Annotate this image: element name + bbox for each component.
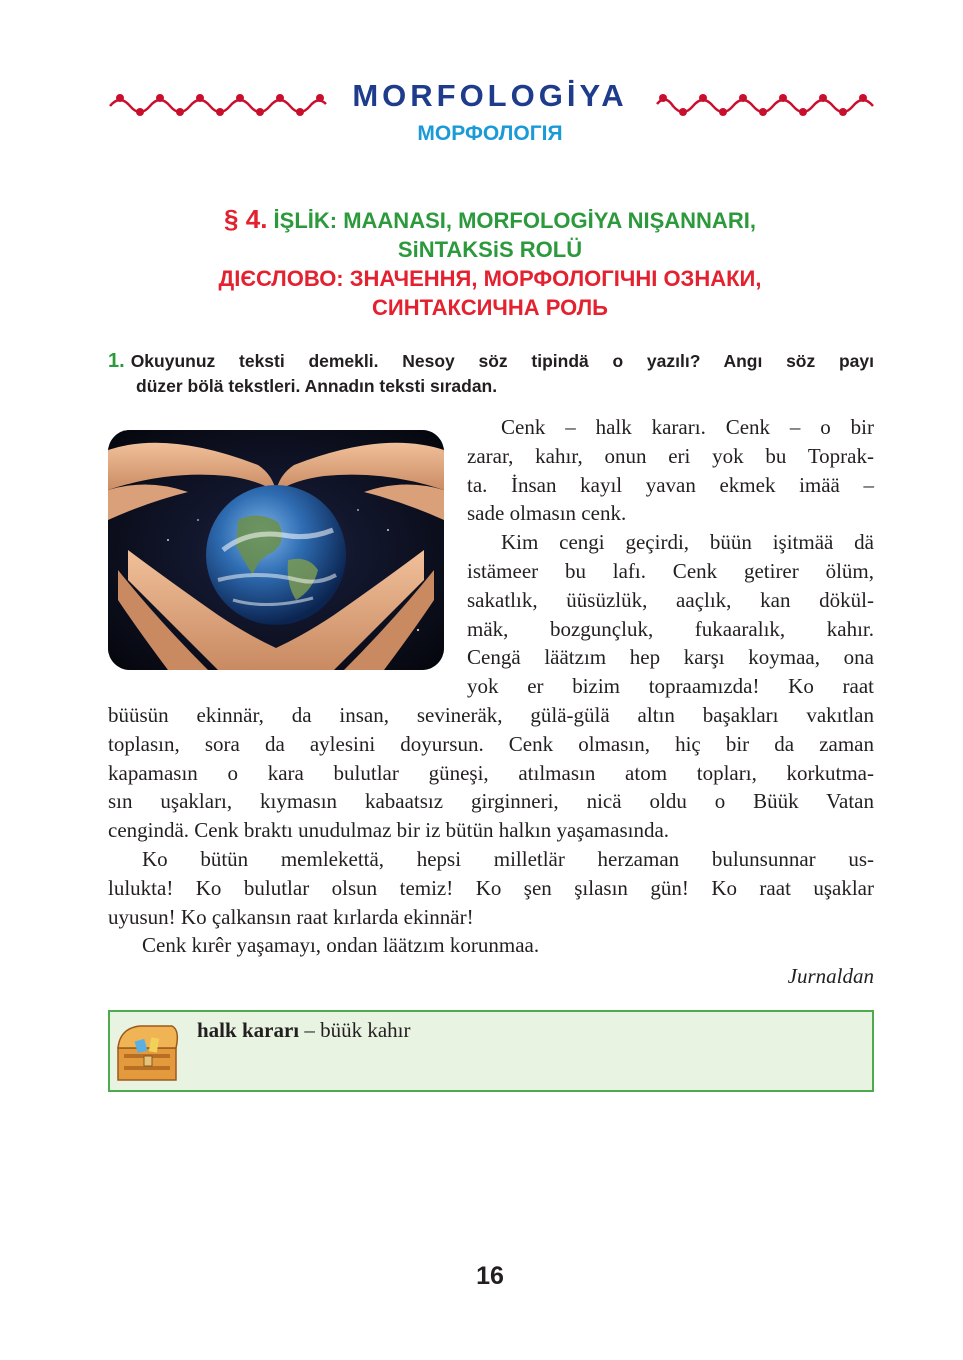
- text-line: sın uşakları, kıymasın kabaatsız girginneri, nicä oldu o Büük Vatan: [108, 789, 874, 814]
- section-title: MORFOLOGİYA: [352, 78, 628, 113]
- section-subtitle: МОРФОЛОГІЯ: [417, 122, 563, 145]
- text-line: Cenk kırêr yaşamayı, ondan läätzım korunmaa.: [142, 933, 540, 958]
- lesson-number: § 4.: [224, 204, 268, 234]
- lesson-title-ua-line1: ДІЄСЛОВО: ЗНАЧЕННЯ, МОРФОЛОГІЧНІ ОЗНАКИ,: [218, 266, 762, 291]
- vocabulary-term: halk kararı: [197, 1018, 300, 1042]
- earth-in-hands-image: [108, 430, 444, 670]
- lesson-heading: [100, 205, 880, 322]
- vocabulary-box: [108, 1010, 874, 1092]
- text-line: Kim cengi geçirdi, büün işitmää dä: [501, 530, 874, 555]
- text-line: uyusun! Ko çalkansın raat kırlarda ekinnär!: [108, 904, 474, 929]
- task-line-1: Okuyunuz teksti demekli. Nesoy söz tipindä o yazılı? Angı söz payı: [130, 351, 874, 371]
- reading-text-full: [108, 701, 874, 960]
- task-number: 1.: [108, 350, 125, 372]
- text-line: büüsün ekinnär, da insan, sevineräk, gülä-gülä altın başakları vakıtlan: [108, 703, 874, 727]
- lesson-title-line2: SiNTAKSiS ROLÜ: [397, 237, 583, 262]
- text-line: sakatlık, üüsüzlük, aaçlık, kan dökül-: [467, 587, 874, 612]
- ornament-right: [655, 88, 875, 118]
- text-line: sade olmasın cenk.: [467, 501, 627, 526]
- text-line: Cengä läätzım hep karşı koymaa, ona: [467, 645, 874, 670]
- page-number: 16: [476, 1262, 504, 1290]
- task-line-2: düzer bölä tekstleri. Annadın teksti sıradan.: [136, 376, 498, 396]
- text-line: Ko bütün memlekettä, hepsi milletlär herzaman bulunsunnar us-: [142, 846, 874, 871]
- text-source: Jurnaldan: [787, 964, 874, 988]
- text-line: toplasın, sora da aylesini doyursun. Cenk olmasın, hiç bir da zaman: [108, 731, 874, 756]
- text-line: lulukta! Ko bulutlar olsun temiz! Ko şen şılasın gün! Ko raat uşaklar: [108, 875, 874, 900]
- text-line: ta. İnsan kayıl yavan ekmek imää –: [467, 472, 874, 497]
- text-line: zarar, kahır, onun eri yok bu Toprak-: [467, 443, 874, 468]
- text-line: mäk, bozgunçluk, fukaaralık, kahır.: [467, 616, 874, 641]
- task-instruction: [108, 349, 874, 399]
- text-line: cengindä. Cenk braktı unudulmaz bir iz bütün halkın yaşamasında.: [108, 818, 670, 843]
- lesson-title-line1: İŞLİK: MAANASI, MORFOLOGİYA NIŞANNARI,: [273, 208, 756, 233]
- reading-text-right: [467, 413, 874, 701]
- lesson-title-ua-line2: СИНТАКСИЧНА РОЛЬ: [372, 295, 608, 320]
- text-line: yok er bizim topraamızda! Ko raat: [467, 674, 874, 699]
- text-line: kapamasın o kara bulutlar güneşi, atılmasın atom topları, korkutma-: [108, 760, 874, 785]
- text-line: Cenk – halk kararı. Cenk – o bir: [501, 415, 874, 439]
- text-line: istämeer bu lafı. Cenk getirer ölüm,: [467, 558, 874, 583]
- treasure-chest-icon: [110, 1018, 190, 1088]
- vocabulary-definition: – büük kahır: [299, 1018, 411, 1042]
- vocabulary-entry: [197, 1018, 411, 1043]
- ornament-left: [108, 88, 328, 118]
